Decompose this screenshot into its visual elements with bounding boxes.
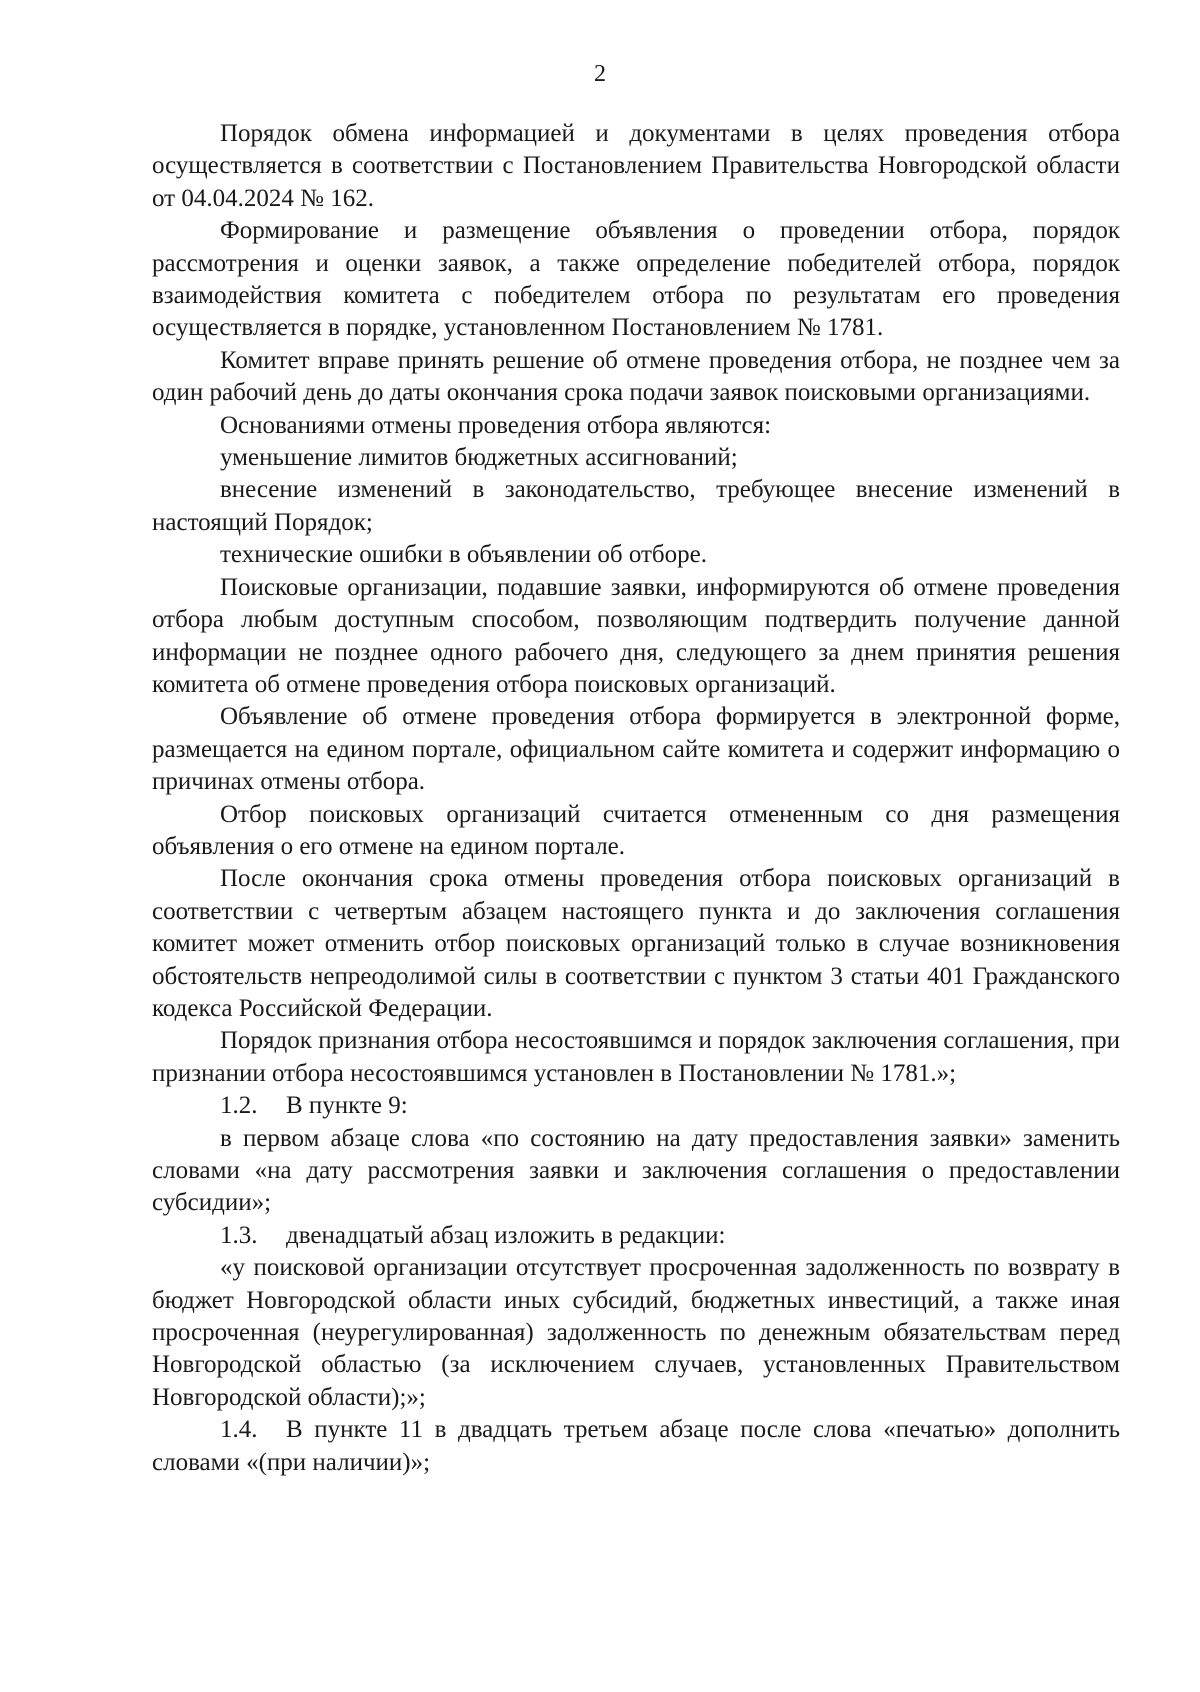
paragraph: Отбор поисковых организаций считается отмененным со дня размещения объявления о его отмене на едином портале. [152,800,1120,860]
paragraph: внесение изменений в законодательство, требующее внесение изменений в настоящий Порядок; [152,476,1120,536]
page-number: 2 [594,61,606,87]
paragraph: технические ошибки в объявлении об отборе. [220,541,707,569]
point-number: 1.3. [220,1221,258,1249]
point-text: двенадцатый абзац изложить в редакции: [286,1221,726,1249]
paragraph: «у поисковой организации отсутствует просроченная задолженность по возврату в бюджет Новгородской области иных субсидий, бюджетных инвестиций, а также иная просроченная (неурегулированная) задолженность по денежным обязательствам перед Новгородской областью (за исключением случаев, установленных Правительством Новгородской области);»; [152,1254,1120,1411]
point-1-4 [152,1414,1120,1479]
paragraph: Объявление об отмене проведения отбора формируется в электронной форме, размещается на едином портале, официальном сайте комитета и содержит информацию о причинах отмены отбора. [152,703,1120,796]
document-body [152,118,1120,1479]
paragraph: Формирование и размещение объявления о проведении отбора, порядок рассмотрения и оценки заявок, а также определение победителей отбора, порядок взаимодействия комитета с победителем отбора по результатам его проведения осуществляется в порядке, установленном Постановлением № 1781. [152,217,1120,342]
paragraph: Порядок обмена информацией и документами в целях проведения отбора осуществляется в соответствии с Постановлением Правительства Новгородской области от 04.04.2024 № 162. [152,120,1120,212]
paragraph: уменьшение лимитов бюджетных ассигнований; [220,444,738,472]
paragraph: Поисковые организации, подавшие заявки, информируются об отмене проведения отбора любым доступным способом, позволяющим подтвердить получение данной информации не позднее одного рабочего дня, следующего за днем принятия решения комитета об отмене проведения отбора поисковых организаций. [152,573,1120,698]
point-1-2 [152,1090,1120,1122]
point-text: В пункте 11 в двадцать третьем абзаце после слова «печатью» дополнить словами «(при наличии)»; [152,1416,1120,1476]
point-number: 1.4. [220,1416,258,1444]
paragraph: в первом абзаце слова «по состоянию на дату предоставления заявки» заменить словами «на дату рассмотрения заявки и заключения соглашения о предоставлении субсидии»; [152,1124,1120,1217]
point-text: В пункте 9: [286,1092,408,1120]
point-1-3 [152,1220,1120,1252]
point-number: 1.2. [220,1092,258,1120]
paragraph: После окончания срока отмены проведения отбора поисковых организаций в соответствии с четвертым абзацем настоящего пункта и до заключения соглашения комитет может отменить отбор поисковых организаций только в случае возникновения обстоятельств непреодолимой силы в соответствии с пунктом 3 статьи 401 Гражданского кодекса Российской Федерации. [152,865,1120,1022]
paragraph: Основаниями отмены проведения отбора являются: [220,411,772,439]
paragraph: Порядок признания отбора несостоявшимся и порядок заключения соглашения, при признании отбора несостоявшимся установлен в Постановлении № 1781.»; [152,1027,1120,1087]
paragraph: Комитет вправе принять решение об отмене проведения отбора, не позднее чем за один рабочий день до даты окончания срока подачи заявок поисковыми организациями. [152,346,1120,407]
